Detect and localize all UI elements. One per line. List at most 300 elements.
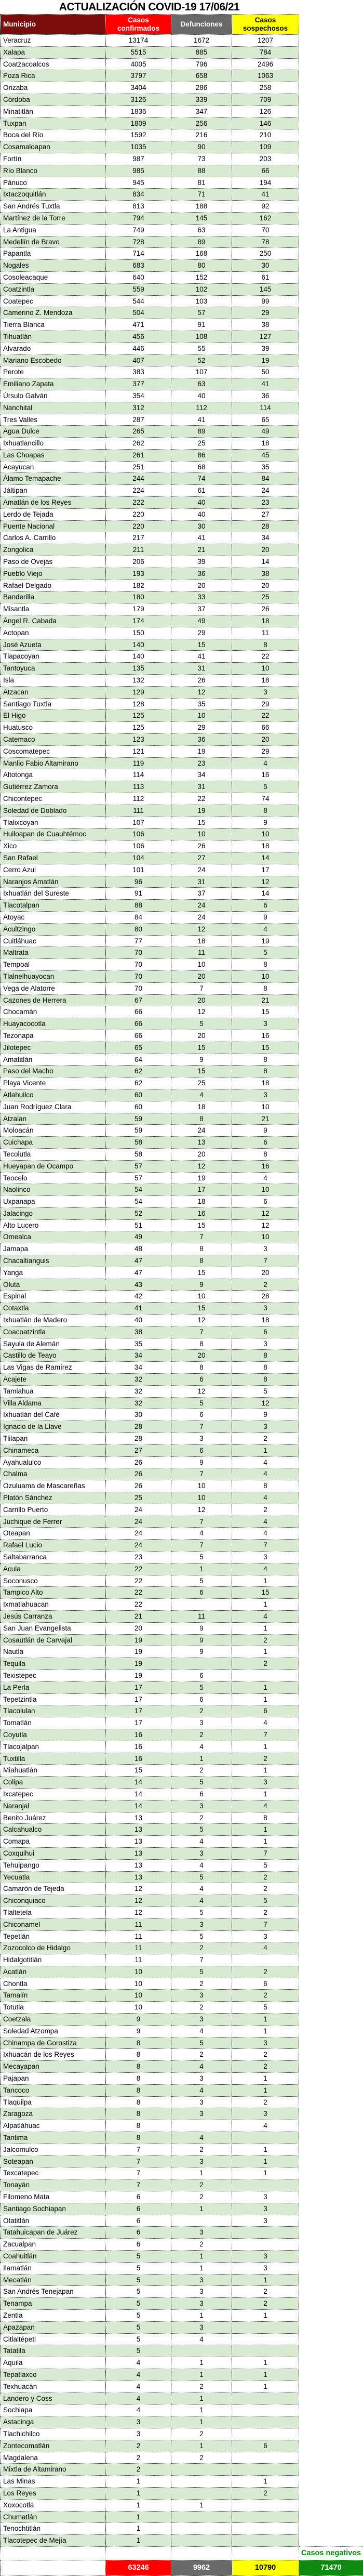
cell-confirmados: 15 [106, 1765, 171, 1777]
table-row [1, 1362, 363, 1374]
table-row [1, 1255, 363, 1267]
cell-confirmados: 2 [106, 2464, 171, 2476]
cell-municipio: Huiloapan de Cuauhtémoc [1, 829, 106, 840]
cell-defunciones: 5 [171, 1575, 232, 1587]
table-row [1, 1054, 363, 1066]
cell-sospechosos: 162 [232, 212, 299, 224]
cell-defunciones: 12 [171, 686, 232, 698]
cell-defunciones: 15 [171, 1066, 232, 1077]
table-row [1, 734, 363, 746]
cell-municipio: Ixcatepec [1, 1788, 106, 1800]
table-row [1, 1552, 363, 1563]
table-row [1, 1468, 363, 1480]
cell-defunciones: 4 [171, 2132, 232, 2144]
cell-sospechosos: 27 [232, 508, 299, 520]
cell-sospechosos: 4 [232, 1800, 299, 1812]
cell-confirmados: 504 [106, 307, 171, 319]
cell-defunciones: 26 [171, 840, 232, 852]
cell-defunciones: 63 [171, 224, 232, 236]
cell-defunciones: 3 [171, 1717, 232, 1729]
cell-defunciones: 10 [171, 710, 232, 722]
cell-confirmados: 106 [106, 840, 171, 852]
cell-sospechosos: 14 [232, 888, 299, 900]
cell-municipio: Santiago Sochiapan [1, 2203, 106, 2215]
cell-defunciones: 9 [171, 1622, 232, 1634]
cell-confirmados: 251 [106, 461, 171, 473]
cell-municipio: Maltrata [1, 947, 106, 959]
header-defunciones: Defunciones [171, 15, 232, 35]
cell-defunciones: 1672 [171, 35, 232, 47]
cell-sospechosos: 12 [232, 1219, 299, 1231]
cell-sospechosos: 23 [232, 497, 299, 509]
cell-defunciones: 55 [171, 343, 232, 354]
cell-defunciones: 102 [171, 283, 232, 295]
cell-sospechosos: 3 [232, 2191, 299, 2203]
empty-cell [232, 2546, 299, 2560]
cell-defunciones: 2 [171, 2144, 232, 2156]
cell-confirmados: 22 [106, 1587, 171, 1599]
cell-defunciones: 5 [171, 1907, 232, 1918]
cell-municipio: Tamiahua [1, 1385, 106, 1397]
cell-defunciones: 20 [171, 580, 232, 592]
table-row [1, 1777, 363, 1789]
cell-sospechosos: 7 [232, 1847, 299, 1859]
cell-municipio: Ayahualulco [1, 1456, 106, 1468]
cell-municipio: Cazones de Herrera [1, 994, 106, 1006]
table-row [1, 994, 363, 1006]
cell-defunciones: 3 [171, 1990, 232, 2002]
cell-confirmados: 5 [106, 2345, 171, 2357]
cell-confirmados: 38 [106, 1326, 171, 1338]
cell-confirmados: 24 [106, 1540, 171, 1552]
cell-municipio: Emiliano Zapata [1, 378, 106, 390]
cell-defunciones: 5 [171, 1018, 232, 1030]
cell-sospechosos [232, 2333, 299, 2345]
cell-defunciones: 22 [171, 793, 232, 805]
cell-sospechosos: 1 [232, 2156, 299, 2167]
table-row [1, 1800, 363, 1812]
table-row [1, 1883, 363, 1895]
table-row [1, 1741, 363, 1753]
cell-municipio: Tequila [1, 1658, 106, 1670]
cell-confirmados: 13 [106, 1812, 171, 1824]
cell-municipio: Jesús Carranza [1, 1610, 106, 1622]
cell-confirmados: 220 [106, 520, 171, 532]
cell-confirmados: 13 [106, 1824, 171, 1836]
cell-defunciones: 12 [171, 923, 232, 935]
table-row [1, 1315, 363, 1326]
cell-sospechosos [232, 2132, 299, 2144]
header-confirmados: Casos confirmados [106, 15, 171, 35]
table-row [1, 556, 363, 568]
cell-defunciones: 8 [171, 1243, 232, 1255]
table-row [1, 911, 363, 923]
cell-municipio: Acatlán [1, 1966, 106, 1978]
cell-confirmados: 5 [106, 2274, 171, 2286]
cell-confirmados: 47 [106, 1267, 171, 1279]
cell-municipio: Totutla [1, 2002, 106, 2014]
cell-municipio: Platón Sánchez [1, 1492, 106, 1504]
table-row [1, 1030, 363, 1042]
cell-defunciones: 19 [171, 805, 232, 817]
cell-confirmados: 25 [106, 1492, 171, 1504]
cell-defunciones: 2 [171, 1729, 232, 1741]
cell-sospechosos: 5 [232, 1895, 299, 1907]
cell-municipio: Pánuco [1, 177, 106, 189]
table-row [1, 129, 363, 141]
cell-sospechosos: 6 [232, 1978, 299, 1990]
table-row [1, 1456, 363, 1468]
cell-defunciones: 86 [171, 449, 232, 461]
cell-confirmados: 129 [106, 686, 171, 698]
cell-sospechosos: 1 [232, 1599, 299, 1611]
table-row [1, 805, 363, 817]
cell-confirmados: 62 [106, 1077, 171, 1089]
cell-sospechosos: 9 [232, 817, 299, 829]
cell-sospechosos [232, 2393, 299, 2404]
cell-confirmados: 32 [106, 1374, 171, 1386]
cell-confirmados: 12 [106, 1907, 171, 1918]
cell-defunciones: 3 [171, 1433, 232, 1445]
cell-confirmados: 9 [106, 2025, 171, 2037]
table-row [1, 449, 363, 461]
cell-defunciones: 31 [171, 781, 232, 793]
cell-municipio: Mecayapan [1, 2061, 106, 2073]
cell-municipio: Amatitlán [1, 1054, 106, 1066]
cell-municipio: Coatepec [1, 295, 106, 307]
empty-cell [1, 2546, 106, 2560]
table-row [1, 532, 363, 544]
cell-municipio: Aquila [1, 2357, 106, 2369]
cell-defunciones: 4 [171, 2025, 232, 2037]
table-row [1, 852, 363, 864]
cell-municipio: Córdoba [1, 94, 106, 106]
cell-municipio: Tecolutla [1, 1148, 106, 1160]
cell-municipio: Zaragoza [1, 2108, 106, 2120]
table-row [1, 2120, 363, 2132]
cell-confirmados: 3797 [106, 70, 171, 82]
cell-confirmados: 27 [106, 1444, 171, 1456]
cell-sospechosos: 210 [232, 129, 299, 141]
cell-confirmados: 107 [106, 817, 171, 829]
cell-sospechosos: 35 [232, 461, 299, 473]
cell-municipio: Tlalixcoyan [1, 817, 106, 829]
negativos-label-row [1, 2546, 363, 2560]
cell-sospechosos: 1 [232, 2274, 299, 2286]
cell-defunciones: 89 [171, 236, 232, 248]
cell-confirmados: 62 [106, 1066, 171, 1077]
table-row [1, 283, 363, 295]
table-row [1, 2239, 363, 2251]
cell-sospechosos: 29 [232, 307, 299, 319]
cell-municipio: Soteapan [1, 2156, 106, 2167]
cell-sospechosos: 3 [232, 1089, 299, 1101]
cell-sospechosos: 7 [232, 1540, 299, 1552]
cell-defunciones: 8 [171, 1338, 232, 1350]
cell-municipio: Apazapan [1, 2321, 106, 2333]
table-row [1, 686, 363, 698]
cell-municipio: Veracruz [1, 35, 106, 47]
cell-sospechosos: 49 [232, 426, 299, 438]
cell-confirmados: 32 [106, 1385, 171, 1397]
table-row [1, 331, 363, 343]
cell-municipio: Yanga [1, 1267, 106, 1279]
table-row [1, 520, 363, 532]
cell-municipio: San Rafael [1, 852, 106, 864]
cell-sospechosos: 99 [232, 295, 299, 307]
cell-defunciones: 19 [171, 1172, 232, 1184]
cell-defunciones: 41 [171, 414, 232, 426]
cell-sospechosos: 38 [232, 319, 299, 331]
cell-defunciones: 3 [171, 1918, 232, 1930]
cell-defunciones: 40 [171, 390, 232, 402]
cell-confirmados: 180 [106, 592, 171, 603]
cell-defunciones: 9 [171, 1054, 232, 1066]
cell-confirmados: 13 [106, 1859, 171, 1871]
cell-confirmados: 8 [106, 2084, 171, 2096]
cell-sospechosos: 4 [232, 1468, 299, 1480]
cell-defunciones: 20 [171, 1350, 232, 1362]
cell-confirmados: 217 [106, 532, 171, 544]
cell-defunciones: 91 [171, 319, 232, 331]
cell-sospechosos: 2 [232, 2487, 299, 2499]
cell-municipio: San Andrés Tenejapan [1, 2286, 106, 2298]
cell-sospechosos: 2 [232, 1883, 299, 1895]
cell-defunciones: 6 [171, 1374, 232, 1386]
cell-confirmados: 140 [106, 651, 171, 663]
cell-municipio: Uxpanapa [1, 1196, 106, 1208]
cell-confirmados: 13 [106, 1871, 171, 1883]
cell-municipio: Tamalín [1, 1990, 106, 2002]
cell-municipio: Cosautlán de Carvajal [1, 1634, 106, 1646]
table-row [1, 1101, 363, 1113]
cell-defunciones: 5 [171, 1930, 232, 1942]
cell-defunciones: 7 [171, 1468, 232, 1480]
cell-confirmados: 48 [106, 1243, 171, 1255]
cell-defunciones: 2 [171, 1978, 232, 1990]
table-row [1, 2428, 363, 2440]
cell-defunciones: 3 [171, 2227, 232, 2239]
cell-confirmados: 22 [106, 1563, 171, 1575]
table-row [1, 1575, 363, 1587]
table-row [1, 1042, 363, 1054]
cell-sospechosos: 7 [232, 1255, 299, 1267]
cell-defunciones: 4 [171, 1741, 232, 1753]
table-row [1, 426, 363, 438]
table-row [1, 366, 363, 378]
cell-defunciones: 5 [171, 1824, 232, 1836]
table-row [1, 2464, 363, 2476]
cell-sospechosos: 3 [232, 686, 299, 698]
cell-sospechosos: 2 [232, 1871, 299, 1883]
table-row [1, 1113, 363, 1125]
cell-sospechosos: 19 [232, 935, 299, 947]
cell-sospechosos: 34 [232, 532, 299, 544]
table-row [1, 2215, 363, 2227]
cell-confirmados: 224 [106, 485, 171, 497]
cell-confirmados: 1 [106, 2523, 171, 2535]
cell-confirmados: 728 [106, 236, 171, 248]
table-row [1, 1243, 363, 1255]
cell-municipio: Puente Nacional [1, 520, 106, 532]
cell-sospechosos: 10 [232, 1184, 299, 1196]
cell-defunciones: 3 [171, 2108, 232, 2120]
cell-sospechosos: 25 [232, 592, 299, 603]
cell-confirmados: 5 [106, 2262, 171, 2274]
cell-municipio: Colipa [1, 1777, 106, 1789]
cell-sospechosos: 1 [232, 2014, 299, 2026]
cell-confirmados: 13 [106, 1836, 171, 1848]
cell-defunciones: 29 [171, 627, 232, 639]
cell-sospechosos: 1 [232, 2084, 299, 2096]
cell-confirmados: 17 [106, 1693, 171, 1705]
table-row [1, 1871, 363, 1883]
cell-defunciones: 74 [171, 473, 232, 485]
table-row [1, 2191, 363, 2203]
cell-municipio: Jáltipan [1, 485, 106, 497]
table-row [1, 580, 363, 592]
table-row [1, 1990, 363, 2002]
table-row [1, 1954, 363, 1966]
cell-confirmados: 19 [106, 1670, 171, 1681]
table-row [1, 94, 363, 106]
cell-sospechosos: 4 [232, 1456, 299, 1468]
cell-confirmados: 182 [106, 580, 171, 592]
cell-defunciones: 145 [171, 212, 232, 224]
cell-confirmados: 3126 [106, 94, 171, 106]
table-row [1, 390, 363, 402]
cell-municipio: Omealca [1, 1231, 106, 1243]
cell-confirmados: 4 [106, 2381, 171, 2393]
cell-confirmados: 135 [106, 663, 171, 675]
table-row [1, 2440, 363, 2452]
cell-defunciones: 37 [171, 603, 232, 615]
cell-municipio: Camarón de Tejeda [1, 1883, 106, 1895]
cell-municipio: Ixmatlahuacan [1, 1599, 106, 1611]
cell-confirmados: 66 [106, 1018, 171, 1030]
cell-municipio: Texhuacán [1, 2381, 106, 2393]
cell-defunciones: 16 [171, 1207, 232, 1219]
table-row [1, 354, 363, 366]
cell-sospechosos: 1 [232, 1741, 299, 1753]
cell-municipio: Yecuatla [1, 1871, 106, 1883]
table-row [1, 1516, 363, 1528]
table-row [1, 935, 363, 947]
cell-municipio: Coyutla [1, 1729, 106, 1741]
cell-defunciones: 4 [171, 2333, 232, 2345]
cell-defunciones: 31 [171, 876, 232, 888]
cell-municipio: Altotonga [1, 769, 106, 781]
cell-municipio: Jamapa [1, 1243, 106, 1255]
cell-municipio: Jalcomulco [1, 2144, 106, 2156]
cell-confirmados: 60 [106, 1089, 171, 1101]
table-row [1, 1599, 363, 1611]
table-row [1, 1634, 363, 1646]
cell-municipio: Comapa [1, 1836, 106, 1848]
cell-municipio: Rafael Lucio [1, 1540, 106, 1552]
cell-confirmados: 101 [106, 864, 171, 876]
cell-confirmados: 16 [106, 1741, 171, 1753]
cell-sospechosos: 1 [232, 2025, 299, 2037]
cell-sospechosos: 8 [232, 1362, 299, 1374]
cell-municipio: Sochiapa [1, 2404, 106, 2416]
cell-sospechosos: 29 [232, 698, 299, 710]
cell-defunciones: 68 [171, 461, 232, 473]
cell-defunciones [171, 2476, 232, 2488]
cell-sospechosos: 18 [232, 1315, 299, 1326]
cell-confirmados: 749 [106, 224, 171, 236]
cell-municipio: Mecatlán [1, 2274, 106, 2286]
cell-defunciones: 7 [171, 1516, 232, 1528]
table-row [1, 378, 363, 390]
negativos-label: Casos negativos [299, 2546, 363, 2560]
cell-municipio: Atzacan [1, 686, 106, 698]
table-row [1, 1930, 363, 1942]
cell-municipio: Banderilla [1, 592, 106, 603]
cell-defunciones: 20 [171, 1148, 232, 1160]
cell-municipio: Naolinco [1, 1184, 106, 1196]
cell-confirmados: 6 [106, 2215, 171, 2227]
cell-defunciones: 6 [171, 1444, 232, 1456]
cell-confirmados: 544 [106, 295, 171, 307]
cell-defunciones [171, 2535, 232, 2547]
cell-municipio: Tlaquilpa [1, 2096, 106, 2108]
cell-confirmados: 19 [106, 1634, 171, 1646]
table-row [1, 1184, 363, 1196]
header-row [1, 15, 363, 35]
cell-defunciones: 7 [171, 1326, 232, 1338]
cell-confirmados: 13174 [106, 35, 171, 47]
table-row [1, 781, 363, 793]
cell-sospechosos: 1 [232, 1824, 299, 1836]
total-confirmados: 63246 [106, 2560, 171, 2575]
cell-defunciones: 41 [171, 651, 232, 663]
cell-municipio: Misantla [1, 603, 106, 615]
cell-sospechosos: 14 [232, 852, 299, 864]
cell-sospechosos: 5 [232, 947, 299, 959]
cell-municipio: Ixtaczoquitlán [1, 189, 106, 201]
cell-defunciones: 9 [171, 1456, 232, 1468]
table-row [1, 1291, 363, 1303]
cell-confirmados: 80 [106, 923, 171, 935]
table-row [1, 2167, 363, 2179]
cell-sospechosos: 126 [232, 106, 299, 117]
table-row [1, 2286, 363, 2298]
cell-municipio: Ixhuatlancillo [1, 438, 106, 450]
cell-confirmados: 206 [106, 556, 171, 568]
table-row [1, 603, 363, 615]
cell-defunciones: 1 [171, 2357, 232, 2369]
cell-defunciones: 15 [171, 817, 232, 829]
table-row [1, 2014, 363, 2026]
totals-row [1, 2560, 363, 2575]
table-row [1, 2369, 363, 2381]
cell-defunciones: 5 [171, 1552, 232, 1563]
cell-confirmados: 123 [106, 734, 171, 746]
cell-sospechosos: 3 [232, 2037, 299, 2049]
total-sospechosos: 10790 [232, 2560, 299, 2575]
cell-confirmados: 4 [106, 2357, 171, 2369]
cell-confirmados: 265 [106, 426, 171, 438]
cell-confirmados: 987 [106, 153, 171, 165]
cell-defunciones: 81 [171, 177, 232, 189]
cell-confirmados: 12 [106, 1883, 171, 1895]
cell-sospechosos: 1 [232, 2310, 299, 2322]
table-row [1, 982, 363, 994]
table-row [1, 1918, 363, 1930]
cell-defunciones: 20 [171, 994, 232, 1006]
cell-confirmados: 8 [106, 2132, 171, 2144]
